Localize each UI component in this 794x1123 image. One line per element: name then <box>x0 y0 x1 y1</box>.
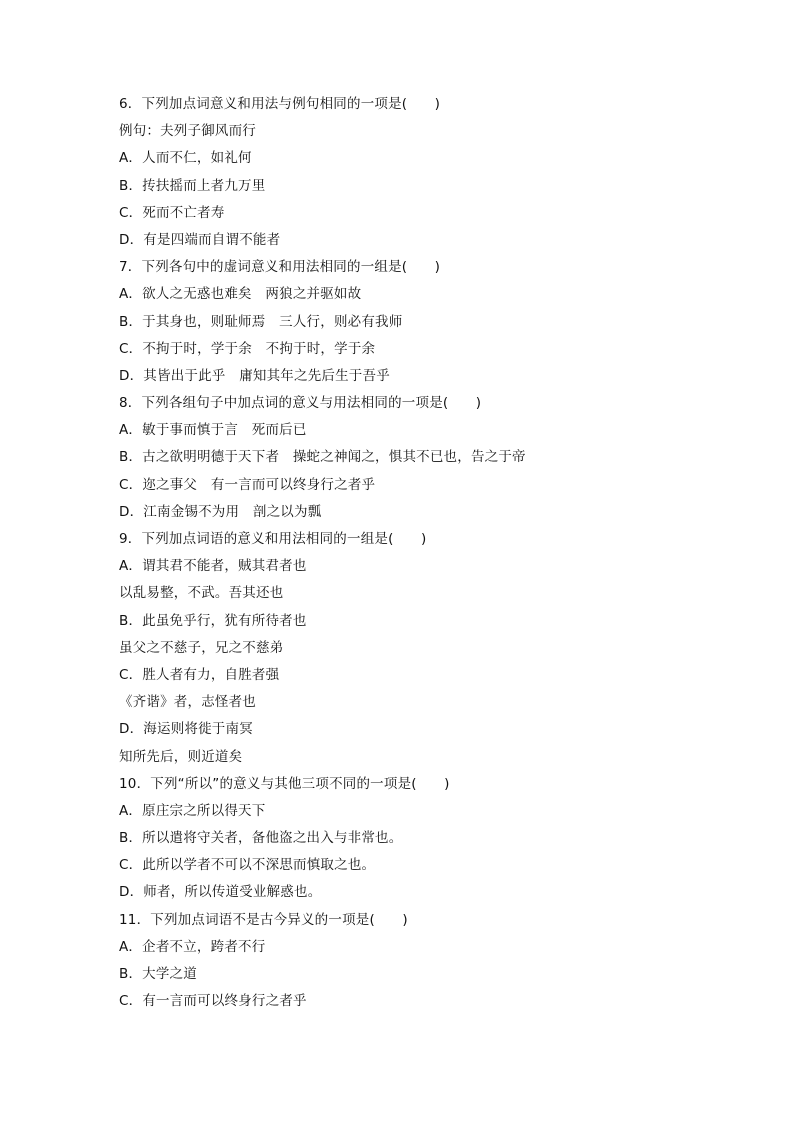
question-6-option-c: C．死而不亡者寿 <box>119 204 225 221</box>
question-9-option-d-line-2: 知所先后，则近道矣 <box>119 748 243 765</box>
question-9-option-c-line-2: 《齐谐》者，志怪者也 <box>119 694 256 711</box>
question-8-option-c: C．迩之事父 有一言而可以终身行之者乎 <box>119 476 376 493</box>
question-6-option-a: A．人而不仁，如礼何 <box>119 150 252 167</box>
question-7-option-c: C．不拘于时，学于余 不拘于时，学于余 <box>119 340 376 357</box>
question-11-option-a: A．企者不立，跨者不行 <box>119 938 266 955</box>
question-7-option-d: D．其皆出于此乎 庸知其年之先后生于吾乎 <box>119 367 390 384</box>
question-6-stem: 6．下列加点词意义和用法与例句相同的一项是( ) <box>119 96 441 112</box>
question-9-option-b-line-1: B．此虽免乎行，犹有所待者也 <box>119 612 307 629</box>
question-8-option-a: A．敏于事而慎于言 死而后已 <box>119 422 307 439</box>
question-11-option-b: B．大学之道 <box>119 966 197 982</box>
question-8-stem: 8．下列各组句子中加点词的意义与用法相同的一项是( ) <box>119 395 482 412</box>
document-body <box>119 93 759 1017</box>
question-9-option-c-line-1: C．胜人者有力，自胜者强 <box>119 666 280 683</box>
question-9-stem: 9．下列加点词语的意义和用法相同的一组是( ) <box>119 531 427 547</box>
question-7-stem: 7．下列各句中的虚词意义和用法相同的一组是( ) <box>119 259 441 276</box>
question-11-option-c: C．有一言而可以终身行之者乎 <box>119 993 307 1010</box>
question-7-option-b: B．于其身也，则耻师焉 三人行，则必有我师 <box>119 313 403 330</box>
question-10-option-b: B．所以遣将守关者，备他盗之出入与非常也。 <box>119 830 403 847</box>
question-10-option-d: D．师者，所以传道受业解惑也。 <box>119 884 322 901</box>
question-6-example: 例句：夫列子御风而行 <box>119 123 256 140</box>
question-6-option-b: B．抟扶摇而上者九万里 <box>119 177 266 194</box>
question-9-option-b-line-2: 虽父之不慈子，兄之不慈弟 <box>119 639 284 656</box>
question-9-option-a-line-1: A．谓其君不能者，贼其君者也 <box>119 558 307 575</box>
question-11-stem: 11．下列加点词语不是古今异义的一项是( ) <box>119 911 408 928</box>
question-9-option-a-line-2: 以乱易整，不武。吾其还也 <box>119 585 284 602</box>
question-8-option-d: D．江南金锡不为用 剖之以为瓢 <box>119 503 322 520</box>
question-9-option-d-line-1: D．海运则将徙于南冥 <box>119 721 253 738</box>
question-10-stem: 10．下列“所以”的意义与其他三项不同的一项是( ) <box>119 775 450 792</box>
question-10-option-c: C．此所以学者不可以不深思而慎取之也。 <box>119 857 376 874</box>
question-6-option-d: D．有是四端而自谓不能者 <box>119 231 281 248</box>
question-7-option-a: A．欲人之无惑也难矣 两狼之并驱如故 <box>119 286 362 303</box>
question-8-option-b: B．古之欲明明德于天下者 操蛇之神闻之，惧其不已也，告之于帝 <box>119 449 526 466</box>
question-10-option-a: A．原庄宗之所以得天下 <box>119 802 266 819</box>
